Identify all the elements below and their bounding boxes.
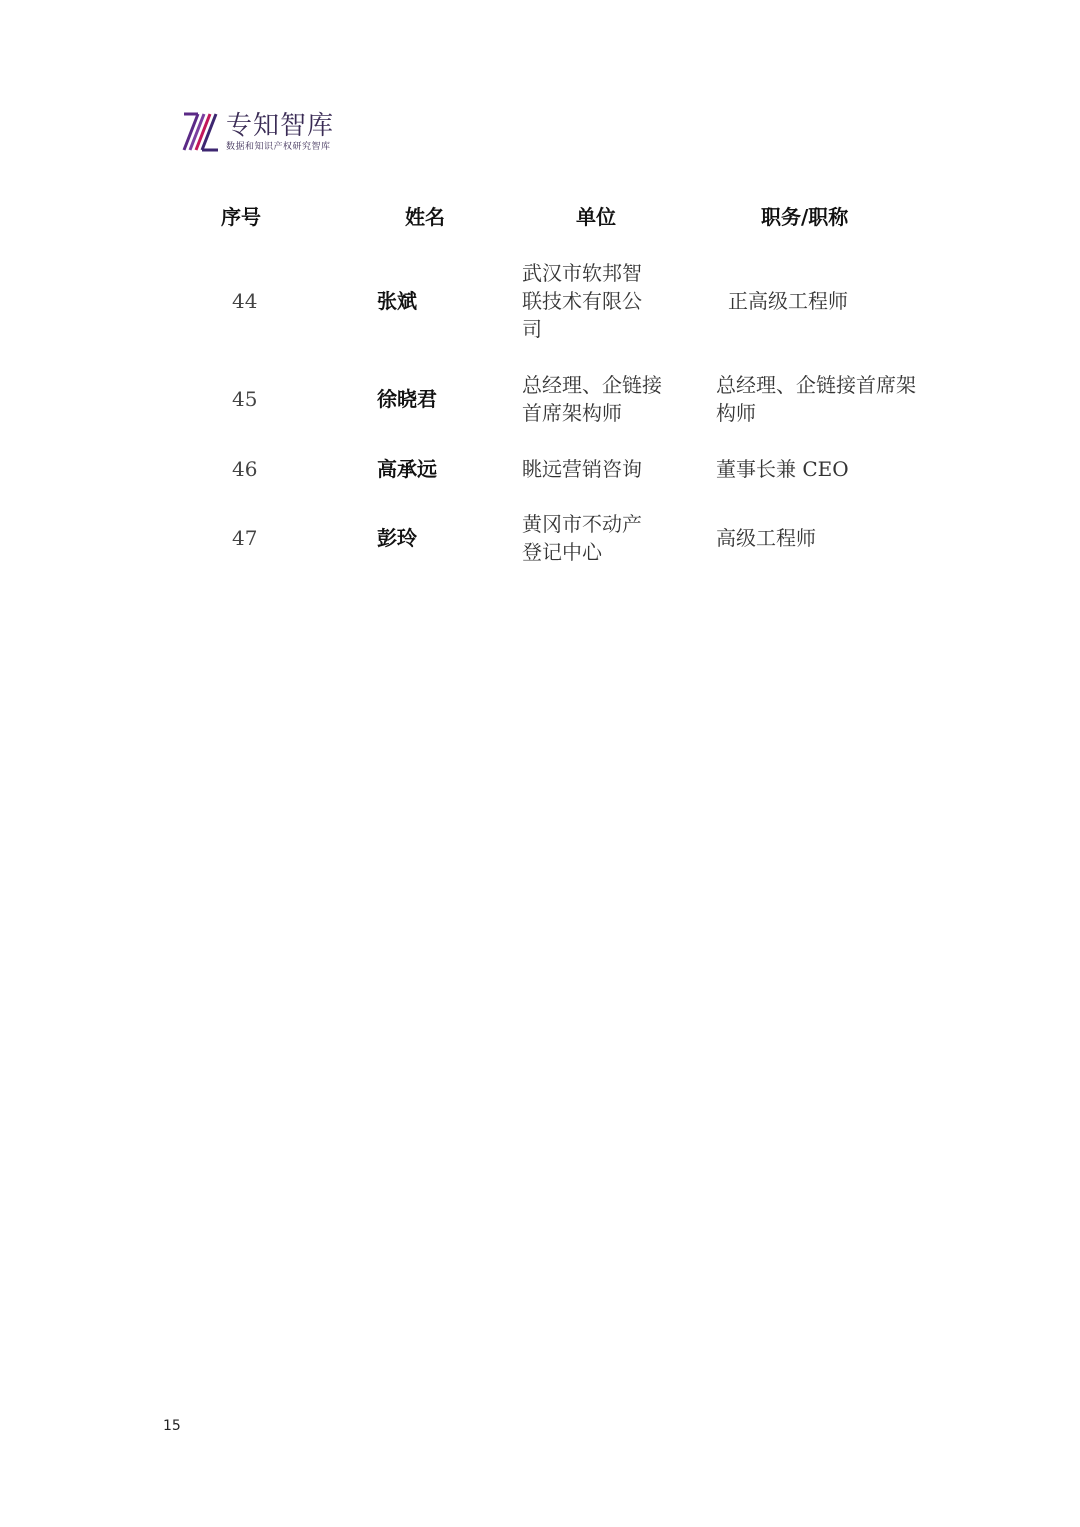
row-unit: 黄冈市不动产 登记中心	[522, 512, 642, 564]
row-unit: 眺远营销咨询	[522, 457, 642, 481]
row-unit: 武汉市软邦智 联技术有限公 司	[522, 261, 642, 341]
header-title: 职务/职称	[761, 205, 849, 229]
logo-title: 专知智库	[226, 110, 335, 141]
row-number: 46	[232, 457, 258, 481]
row-number: 44	[232, 289, 258, 313]
row-title: 总经理、企链接首席架 构师	[716, 373, 916, 425]
row-title: 高级工程师	[716, 526, 816, 550]
zl-logo-icon	[180, 110, 220, 154]
row-name: 高承远	[377, 457, 437, 481]
row-number: 45	[232, 387, 258, 411]
header-unit: 单位	[576, 205, 616, 229]
row-name: 张斌	[377, 289, 417, 313]
header-number: 序号	[221, 205, 261, 229]
row-title: 董事长兼 CEO	[716, 457, 849, 481]
header-name: 姓名	[405, 205, 445, 229]
row-number: 47	[232, 526, 258, 550]
row-name: 徐晓君	[377, 387, 437, 411]
row-title: 正高级工程师	[728, 289, 848, 313]
row-unit: 总经理、企链接 首席架构师	[522, 373, 662, 425]
brand-logo	[180, 110, 334, 154]
row-name: 彭玲	[377, 526, 417, 550]
logo-subtitle: 数据和知识产权研究智库	[226, 141, 331, 152]
page-number: 15	[163, 1418, 181, 1434]
